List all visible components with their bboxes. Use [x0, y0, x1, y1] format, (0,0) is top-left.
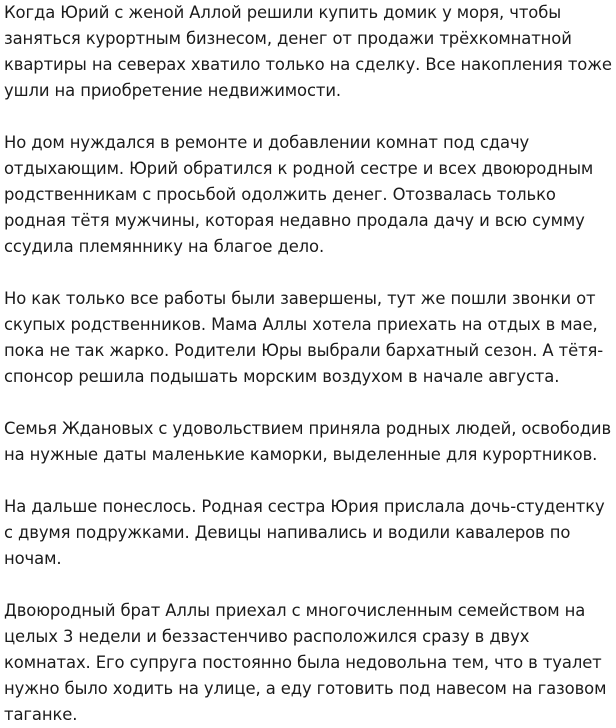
article-paragraph: Семья Ждановых с удовольствием приняла родных людей, освободив на нужные даты маленькие каморки, выделенные для курортников. — [4, 419, 612, 464]
article-paragraph: Двоюродный брат Аллы приехал с многочисленным семейством на целых 3 недели и беззастенчиво расположился сразу в двух комнатах. Его супруга постоянно была недовольна тем, что в туалет нужно было ходить на улице, а еду готовить под навесом на газовом таганке. — [4, 601, 607, 724]
article-paragraph: Но как только все работы были завершены, тут же пошли звонки от скупых родственников. Мама Аллы хотела приехать на отдых в мае, пока не так жарко. Родители Юры выбрали бархатный сезон. А тётя-спонсор решила подышать морским воздухом в начале августа. — [4, 289, 604, 386]
article-paragraph: На дальше понеслось. Родная сестра Юрия прислала дочь-студентку с двумя подружками. Девицы напивались и водили кавалеров по ночам. — [4, 497, 605, 568]
article-body — [4, 0, 612, 728]
article-paragraph: Когда Юрий с женой Аллой решили купить домик у моря, чтобы заняться курортным бизнесом, денег от продажи трёхкомнатной квартиры на северах хватило только на сделку. Все накопления тоже ушли на приобретение недвижимости. — [4, 3, 612, 100]
article-paragraph: Но дом нуждался в ремонте и добавлении комнат под сдачу отдыхающим. Юрий обратился к родной сестре и всех двоюродным родственникам с просьбой одолжить денег. Отозвалась только родная тётя мужчины, которая недавно продала дачу и всю сумму ссудила племяннику на благое дело. — [4, 133, 594, 256]
